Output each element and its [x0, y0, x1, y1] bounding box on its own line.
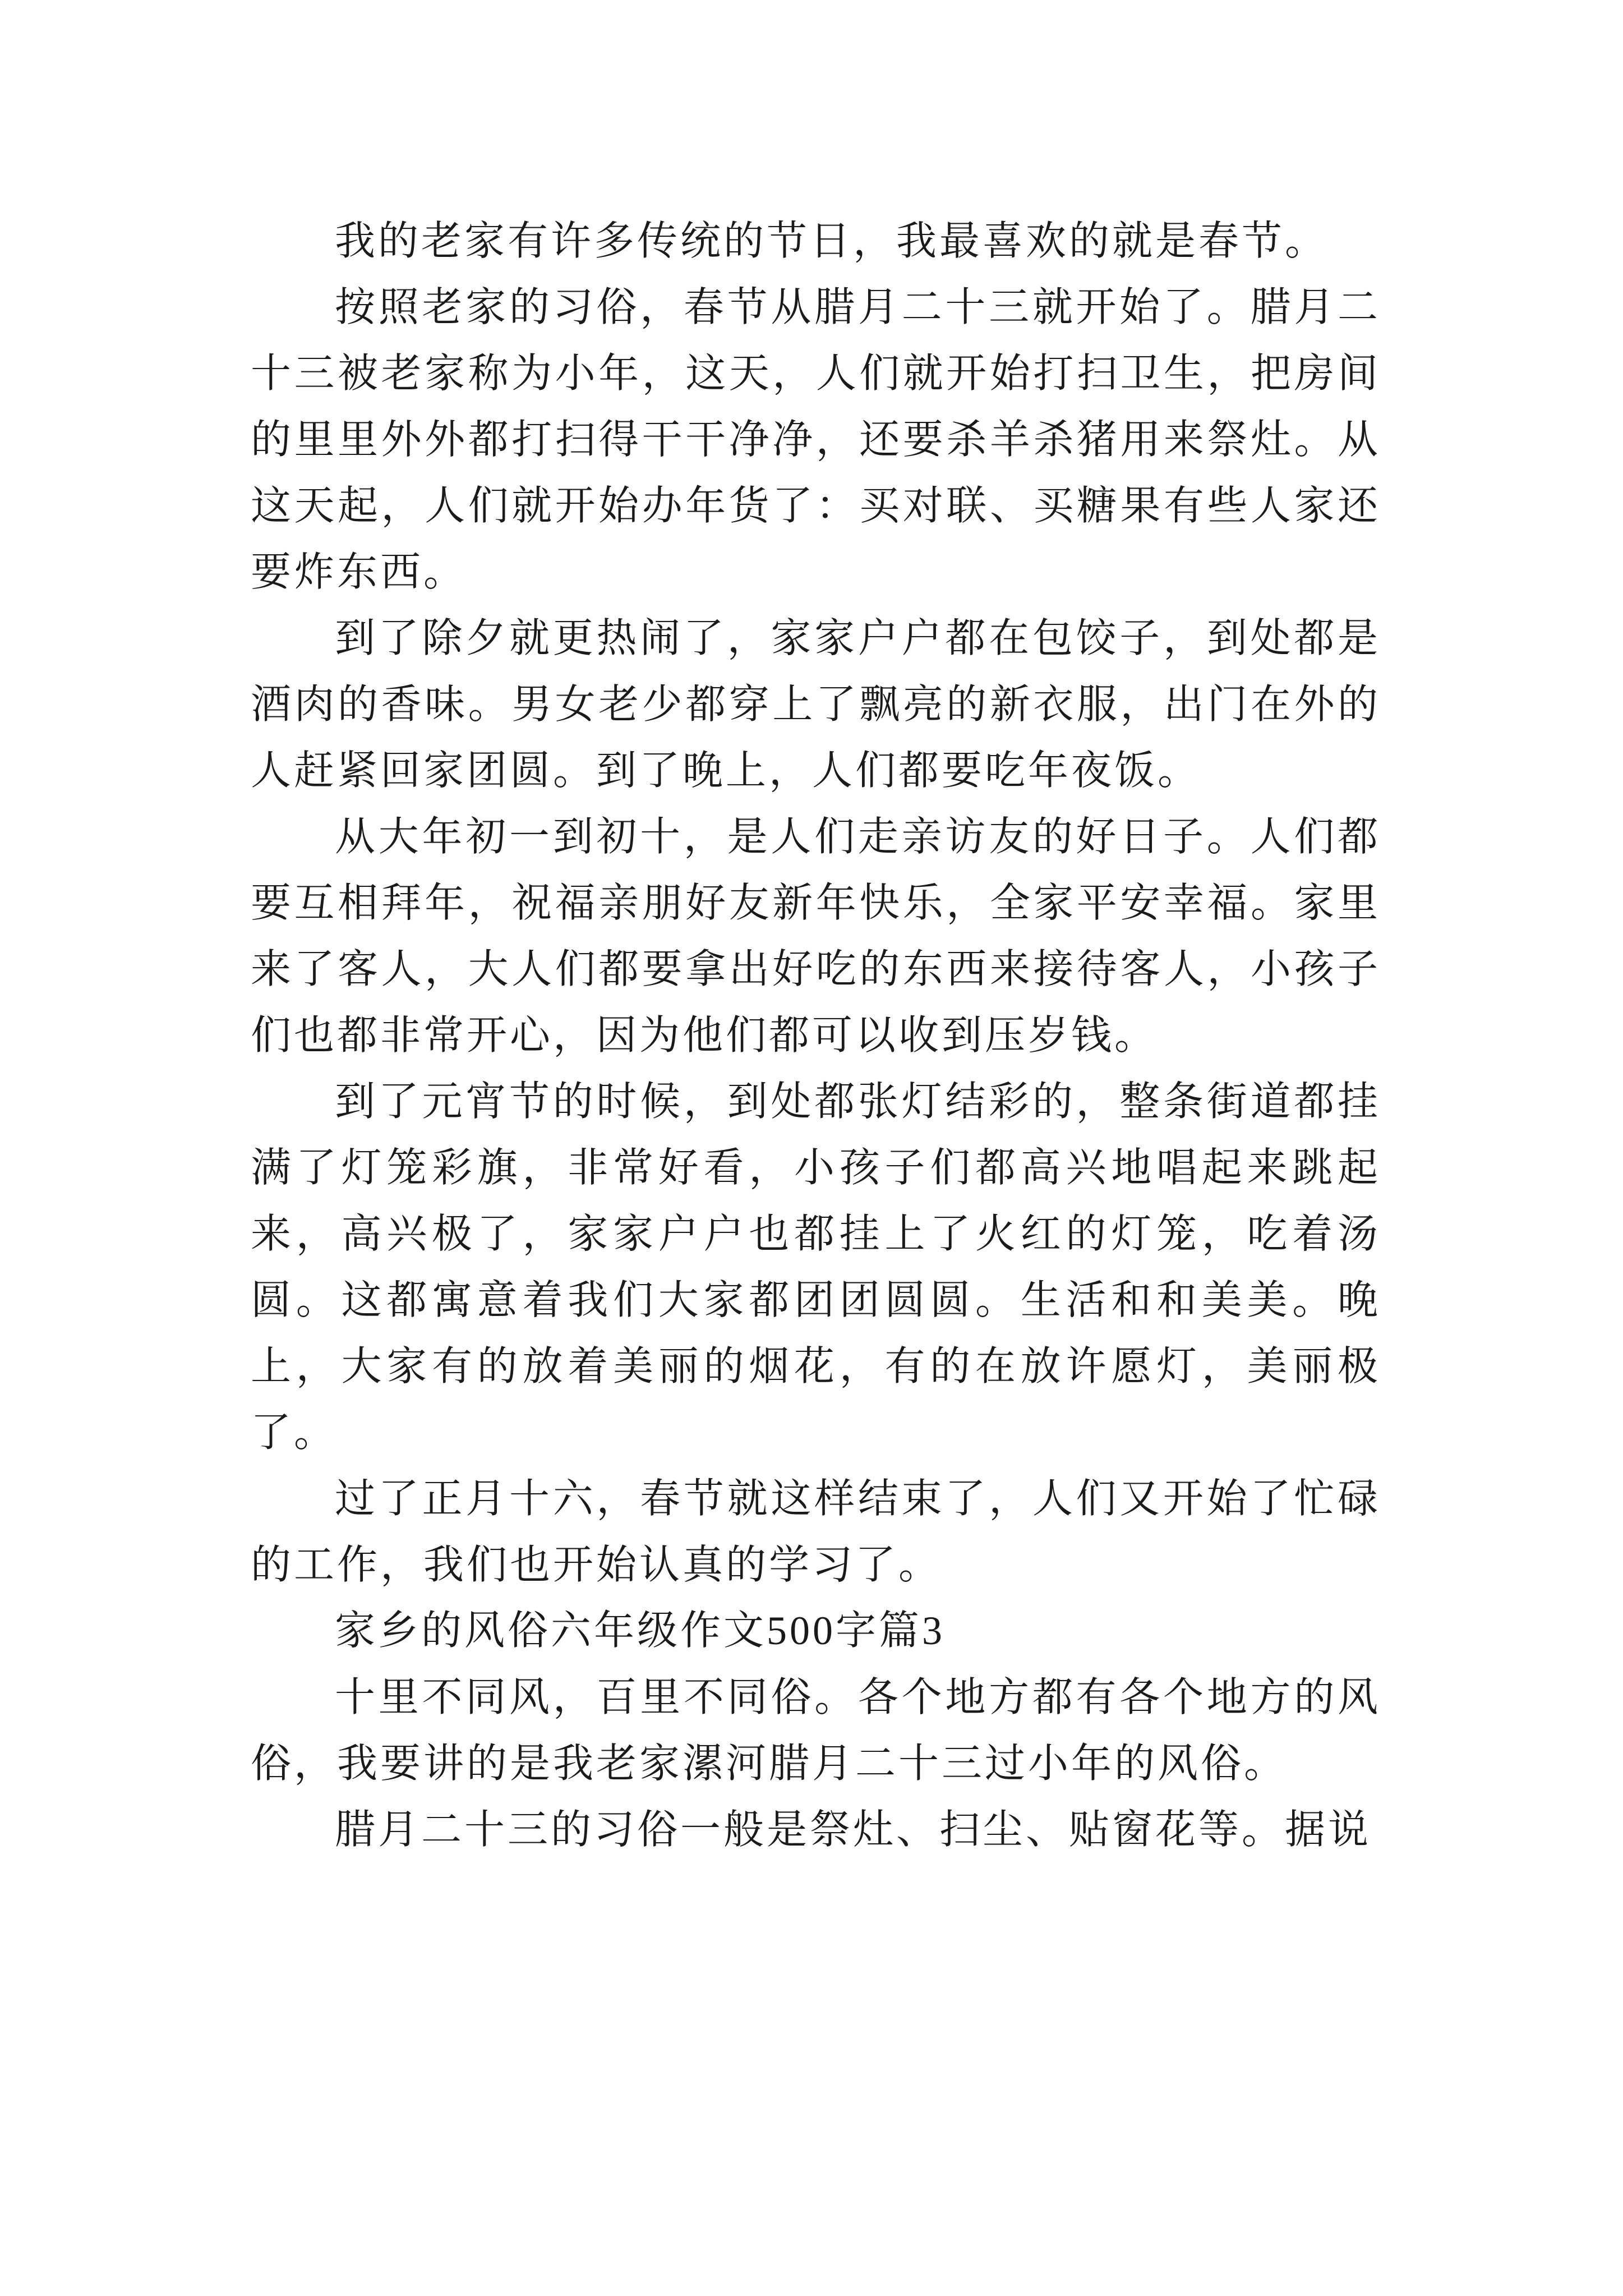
document-body	[251, 208, 1381, 1862]
paragraph-8: 腊月二十三的习俗一般是祭灶、扫尘、贴窗花等。据说	[335, 1806, 1372, 1853]
paragraph-1: 我的老家有许多传统的节日，我最喜欢的就是春节。	[335, 217, 1329, 264]
paragraph-2: 按照老家的习俗，春节从腊月二十三就开始了。腊月二十三被老家称为小年，这天，人们就开始打扫卫生，把房间的里里外外都打扫得干干净净，还要杀羊杀猪用来祭灶。从这天起，人们就开始办年货了：买对联、买糖果有些人家还要炸东西。	[251, 283, 1381, 595]
section-heading: 家乡的风俗六年级作文500字篇3	[335, 1608, 946, 1653]
paragraph-4: 从大年初一到初十，是人们走亲访友的好日子。人们都要互相拜年，祝福亲朋好友新年快乐，全家平安幸福。家里来了客人，大人们都要拿出好吃的东西来接待客人，小孩子们也都非常开心，因为他们都可以收到压岁钱。	[251, 813, 1381, 1059]
paragraph-7: 十里不同风，百里不同俗。各个地方都有各个地方的风俗，我要讲的是我老家漯河腊月二十三过小年的风俗。	[251, 1673, 1381, 1787]
paragraph-6: 过了正月十六，春节就这样结束了，人们又开始了忙碌的工作，我们也开始认真的学习了。	[251, 1475, 1381, 1588]
paragraph-3: 到了除夕就更热闹了，家家户户都在包饺子，到处都是酒肉的香味。男女老少都穿上了飘亮的新衣服，出门在外的人赶紧回家团圆。到了晚上，人们都要吃年夜饭。	[251, 614, 1381, 794]
paragraph-5: 到了元宵节的时候，到处都张灯结彩的，整条街道都挂满了灯笼彩旗，非常好看，小孩子们都高兴地唱起来跳起来，高兴极了，家家户户也都挂上了火红的灯笼，吃着汤圆。这都寓意着我们大家都团团圆圆。生活和和美美。晚上，大家有的放着美丽的烟花，有的在放许愿灯，美丽极了。	[251, 1078, 1381, 1456]
